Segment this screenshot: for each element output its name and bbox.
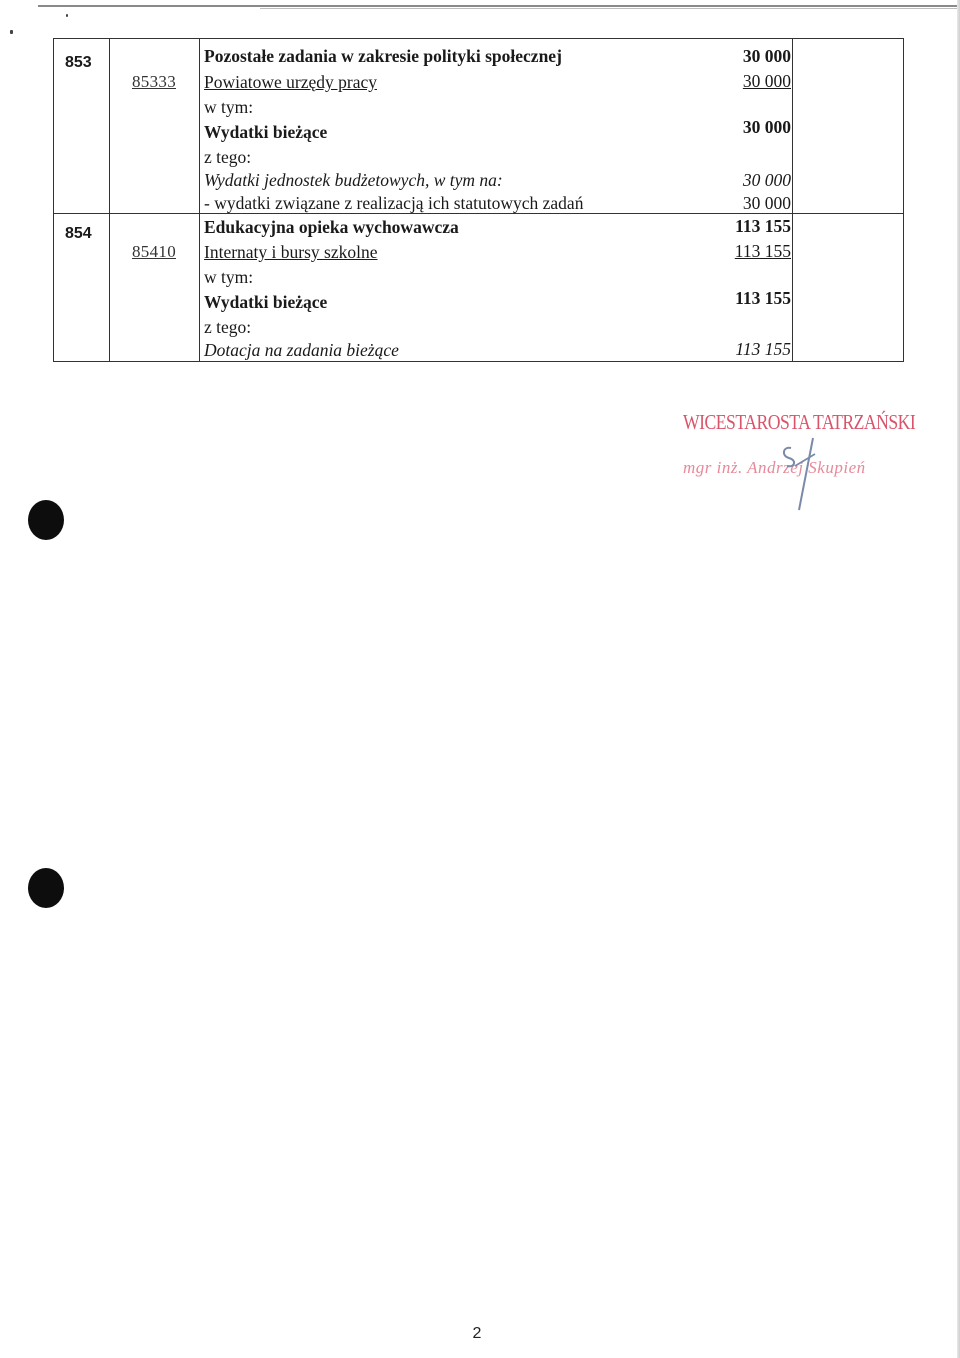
scan-top-edge-line	[38, 5, 960, 7]
table-row-text: z tego:	[204, 317, 252, 337]
official-stamp-name: mgr inż. Andrzej Skupień	[683, 458, 866, 477]
punch-hole-top	[28, 500, 64, 540]
table-row-text: Powiatowe urzędy pracy	[204, 72, 377, 92]
table-row-amount: 30 000	[742, 71, 791, 91]
table-row-amount: 30 000	[742, 117, 791, 137]
table-row-amount: 30 000	[742, 46, 791, 66]
official-stamp-title: WICESTAROSTA TATRZAŃSKI	[683, 410, 916, 434]
table-row-text: Pozostałe zadania w zakresie polityki społecznej	[204, 46, 562, 66]
table-row-amount: 113 155	[734, 241, 791, 261]
scan-speck	[10, 30, 13, 34]
table-row-text: w tym:	[204, 267, 254, 287]
table-row-text: Wydatki jednostek budżetowych, w tym na:	[204, 170, 503, 190]
table-row-text: w tym:	[204, 97, 254, 117]
table-row-text: Internaty i bursy szkolne	[204, 242, 378, 262]
table-row-amount: 30 000	[742, 170, 791, 190]
column-divider	[792, 39, 793, 361]
column-divider	[109, 39, 110, 361]
section-code: 85410	[132, 242, 176, 261]
handwritten-signature	[775, 436, 825, 516]
column-divider	[199, 39, 200, 361]
scan-top-edge-line-secondary	[260, 8, 960, 9]
table-row-amount: 113 155	[735, 339, 791, 359]
table-row-text: Wydatki bieżące	[204, 122, 328, 142]
section-code: 85333	[132, 72, 176, 91]
table-row-text: z tego:	[204, 147, 252, 167]
chapter-code: 854	[65, 225, 92, 242]
page-number: 2	[472, 1325, 482, 1342]
scan-speck	[66, 14, 68, 17]
punch-hole-bottom	[28, 868, 64, 908]
table-row-text: - wydatki związane z realizacją ich statutowych zadań	[204, 193, 584, 213]
table-row-text: Dotacja na zadania bieżące	[204, 340, 399, 360]
table-row-amount: 113 155	[735, 288, 791, 308]
budget-table	[53, 38, 904, 362]
chapter-code: 853	[65, 54, 92, 71]
table-row-text: Wydatki bieżące	[204, 292, 328, 312]
table-row-text: Edukacyjna opieka wychowawcza	[204, 217, 459, 237]
table-row-amount: 30 000	[742, 193, 791, 213]
table-row-amount: 113 155	[735, 216, 791, 236]
